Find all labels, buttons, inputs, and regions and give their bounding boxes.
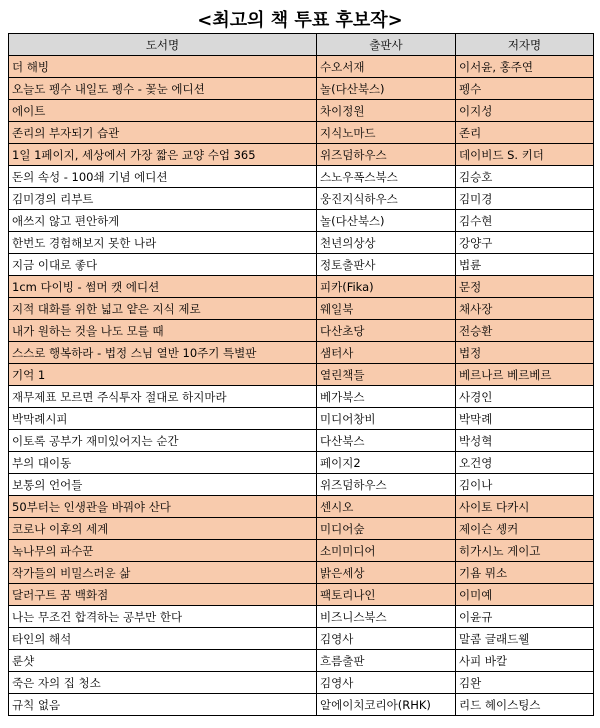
cell-title: 작가들의 비밀스러운 삶 bbox=[9, 562, 317, 584]
cell-title: 나는 무조건 합격하는 공부만 한다 bbox=[9, 606, 317, 628]
cell-publisher: 다산북스 bbox=[317, 430, 456, 452]
table-row bbox=[9, 320, 594, 342]
cell-author: 채사장 bbox=[456, 298, 594, 320]
cell-publisher: 김영사 bbox=[317, 628, 456, 650]
cell-publisher: 비즈니스북스 bbox=[317, 606, 456, 628]
cell-author: 이미예 bbox=[456, 584, 594, 606]
cell-title: 존리의 부자되기 습관 bbox=[9, 122, 317, 144]
table-row bbox=[9, 518, 594, 540]
table-row bbox=[9, 342, 594, 364]
cell-title: 한번도 경험해보지 못한 나라 bbox=[9, 232, 317, 254]
cell-author: 펭수 bbox=[456, 78, 594, 100]
table-row bbox=[9, 562, 594, 584]
cell-author: 김이나 bbox=[456, 474, 594, 496]
cell-publisher: 스노우폭스북스 bbox=[317, 166, 456, 188]
cell-author: 제이슨 솅커 bbox=[456, 518, 594, 540]
cell-publisher: 놀(다산북스) bbox=[317, 78, 456, 100]
cell-author: 강양구 bbox=[456, 232, 594, 254]
cell-title: 50부터는 인생관을 바꿔야 산다 bbox=[9, 496, 317, 518]
cell-publisher: 소미미디어 bbox=[317, 540, 456, 562]
cell-title: 애쓰지 않고 편안하게 bbox=[9, 210, 317, 232]
table-row bbox=[9, 452, 594, 474]
cell-author: 법륜 bbox=[456, 254, 594, 276]
cell-title: 오늘도 펭수 내일도 펭수 - 꽃눈 에디션 bbox=[9, 78, 317, 100]
cell-title: 달러구트 꿈 백화점 bbox=[9, 584, 317, 606]
cell-title: 기억 1 bbox=[9, 364, 317, 386]
table-row bbox=[9, 56, 594, 78]
cell-title: 이토록 공부가 재미있어지는 순간 bbox=[9, 430, 317, 452]
cell-author: 오건영 bbox=[456, 452, 594, 474]
table-row bbox=[9, 628, 594, 650]
table-row bbox=[9, 122, 594, 144]
cell-publisher: 피카(Fika) bbox=[317, 276, 456, 298]
cell-author: 법정 bbox=[456, 342, 594, 364]
table-row bbox=[9, 232, 594, 254]
table-row bbox=[9, 496, 594, 518]
cell-title: 내가 원하는 것을 나도 모를 때 bbox=[9, 320, 317, 342]
cell-publisher: 밝은세상 bbox=[317, 562, 456, 584]
cell-title: 룬샷 bbox=[9, 650, 317, 672]
table-row bbox=[9, 144, 594, 166]
table-row bbox=[9, 694, 594, 716]
cell-author: 사이토 다카시 bbox=[456, 496, 594, 518]
cell-publisher: 정토출판사 bbox=[317, 254, 456, 276]
cell-author: 김완 bbox=[456, 672, 594, 694]
cell-publisher: 다산초당 bbox=[317, 320, 456, 342]
cell-publisher: 웅진지식하우스 bbox=[317, 188, 456, 210]
cell-publisher: 열린책들 bbox=[317, 364, 456, 386]
page-title: <최고의 책 투표 후보작> bbox=[197, 10, 403, 31]
cell-title: 녹나무의 파수꾼 bbox=[9, 540, 317, 562]
cell-publisher: 지식노마드 bbox=[317, 122, 456, 144]
cell-title: 코로나 이후의 세계 bbox=[9, 518, 317, 540]
cell-author: 데이비드 S. 키더 bbox=[456, 144, 594, 166]
table-row bbox=[9, 166, 594, 188]
header-publisher: 출판사 bbox=[317, 34, 456, 56]
cell-author: 문정 bbox=[456, 276, 594, 298]
cell-publisher: 웨일북 bbox=[317, 298, 456, 320]
table-row bbox=[9, 650, 594, 672]
cell-title: 규칙 없음 bbox=[9, 694, 317, 716]
table-row bbox=[9, 188, 594, 210]
table-row bbox=[9, 386, 594, 408]
cell-publisher: 알에이치코리아(RHK) bbox=[317, 694, 456, 716]
cell-publisher: 미디어숲 bbox=[317, 518, 456, 540]
cell-publisher: 놀(다산북스) bbox=[317, 210, 456, 232]
cell-title: 죽은 자의 집 청소 bbox=[9, 672, 317, 694]
cell-author: 말콤 글래드웰 bbox=[456, 628, 594, 650]
cell-author: 히가시노 게이고 bbox=[456, 540, 594, 562]
cell-author: 김미경 bbox=[456, 188, 594, 210]
table-row bbox=[9, 276, 594, 298]
cell-title: 돈의 속성 - 100쇄 기념 에디션 bbox=[9, 166, 317, 188]
table-row bbox=[9, 672, 594, 694]
cell-publisher: 수오서재 bbox=[317, 56, 456, 78]
header-author: 저자명 bbox=[456, 34, 594, 56]
cell-author: 사경인 bbox=[456, 386, 594, 408]
table-row bbox=[9, 254, 594, 276]
cell-author: 이지성 bbox=[456, 100, 594, 122]
cell-title: 타인의 해석 bbox=[9, 628, 317, 650]
cell-publisher: 천년의상상 bbox=[317, 232, 456, 254]
cell-publisher: 차이정원 bbox=[317, 100, 456, 122]
cell-title: 1일 1페이지, 세상에서 가장 짧은 교양 수업 365 bbox=[9, 144, 317, 166]
cell-title: 1cm 다이빙 - 썸머 캣 에디션 bbox=[9, 276, 317, 298]
cell-title: 재무제표 모르면 주식투자 절대로 하지마라 bbox=[9, 386, 317, 408]
cell-author: 존리 bbox=[456, 122, 594, 144]
table-row bbox=[9, 298, 594, 320]
table-header-row bbox=[9, 34, 594, 56]
cell-publisher: 샘터사 bbox=[317, 342, 456, 364]
table-row bbox=[9, 606, 594, 628]
cell-author: 김수현 bbox=[456, 210, 594, 232]
table-row bbox=[9, 430, 594, 452]
cell-author: 김승호 bbox=[456, 166, 594, 188]
table-row bbox=[9, 210, 594, 232]
cell-publisher: 김영사 bbox=[317, 672, 456, 694]
cell-publisher: 위즈덤하우스 bbox=[317, 474, 456, 496]
table-row bbox=[9, 540, 594, 562]
cell-title: 에이트 bbox=[9, 100, 317, 122]
book-table bbox=[8, 33, 594, 716]
cell-publisher: 페이지2 bbox=[317, 452, 456, 474]
cell-author: 전승환 bbox=[456, 320, 594, 342]
table-row bbox=[9, 408, 594, 430]
cell-author: 박막례 bbox=[456, 408, 594, 430]
cell-title: 보통의 언어들 bbox=[9, 474, 317, 496]
table-row bbox=[9, 78, 594, 100]
cell-author: 박성혁 bbox=[456, 430, 594, 452]
cell-author: 이서윤, 홍주연 bbox=[456, 56, 594, 78]
cell-publisher: 팩토리나인 bbox=[317, 584, 456, 606]
cell-author: 기욤 뮈소 bbox=[456, 562, 594, 584]
cell-publisher: 미디어창비 bbox=[317, 408, 456, 430]
cell-title: 지금 이대로 좋다 bbox=[9, 254, 317, 276]
cell-author: 리드 헤이스팅스 bbox=[456, 694, 594, 716]
cell-publisher: 센시오 bbox=[317, 496, 456, 518]
cell-author: 사피 바칼 bbox=[456, 650, 594, 672]
table-row bbox=[9, 364, 594, 386]
cell-title: 스스로 행복하라 - 법정 스님 열반 10주기 특별판 bbox=[9, 342, 317, 364]
cell-publisher: 위즈덤하우스 bbox=[317, 144, 456, 166]
header-title: 도서명 bbox=[9, 34, 317, 56]
table-row bbox=[9, 474, 594, 496]
cell-title: 박막례시피 bbox=[9, 408, 317, 430]
table-row bbox=[9, 100, 594, 122]
cell-publisher: 베가북스 bbox=[317, 386, 456, 408]
cell-title: 지적 대화를 위한 넓고 얕은 지식 제로 bbox=[9, 298, 317, 320]
cell-publisher: 흐름출판 bbox=[317, 650, 456, 672]
cell-title: 김미경의 리부트 bbox=[9, 188, 317, 210]
cell-author: 베르나르 베르베르 bbox=[456, 364, 594, 386]
cell-author: 이윤규 bbox=[456, 606, 594, 628]
cell-title: 더 해빙 bbox=[9, 56, 317, 78]
table-row bbox=[9, 584, 594, 606]
cell-title: 부의 대이동 bbox=[9, 452, 317, 474]
